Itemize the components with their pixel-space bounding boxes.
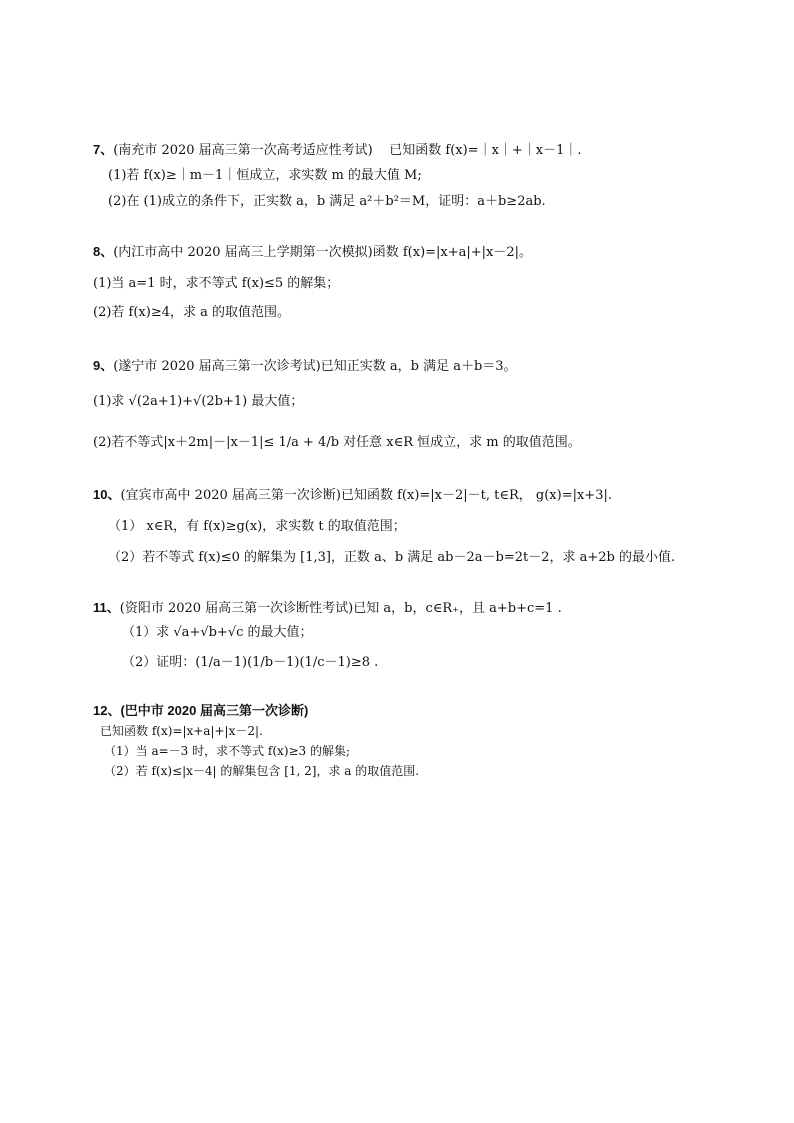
- problem-number: 7、: [93, 142, 114, 157]
- problem-12-part-1: （1）当 a=－3 时，求不等式 f(x)≥3 的解集;: [104, 744, 351, 758]
- problem-stem: 已知正实数 a，b 满足 a＋b＝3。: [320, 359, 517, 374]
- problem-source: (南充市 2020 届高三第一次高考适应性考试): [113, 143, 373, 158]
- problem-source: (内江市高中 2020 届高三上学期第一次模拟): [113, 245, 373, 260]
- problem-number: 12、: [93, 703, 121, 718]
- problem-number: 8、: [93, 244, 114, 259]
- problem-source: (资阳市 2020 届高三第一次诊断性考试): [119, 601, 354, 616]
- problem-9-header: [93, 356, 517, 377]
- problem-number: 9、: [93, 358, 114, 373]
- problem-7-header: [93, 140, 582, 161]
- problem-number: 11、: [93, 600, 120, 615]
- problem-7-part-1: (1)若 f(x)≥｜m－1｜恒成立，求实数 m 的最大值 M;: [108, 168, 422, 183]
- problem-10-header: [93, 485, 612, 506]
- problem-8-header: [93, 242, 532, 263]
- problem-source: (遂宁市 2020 届高三第一次诊考试): [113, 359, 321, 374]
- problem-11-header: [93, 598, 562, 619]
- problem-stem: 已知函数 f(x)=｜x｜+｜x－1｜.: [389, 143, 582, 158]
- problem-12-part-2: （2）若 f(x)≤|x－4| 的解集包含 [1, 2]，求 a 的取值范围.: [104, 764, 420, 778]
- problem-11-part-2: （2）证明：(1/a－1)(1/b－1)(1/c－1)≥8 .: [122, 655, 379, 670]
- problem-stem: 已知 a，b，c∈R₊，且 a+b+c=1 .: [353, 601, 562, 616]
- problem-number: 10、: [93, 487, 121, 502]
- problem-stem: 已知函数 f(x)=|x－2|－t, t∈R， g(x)=|x+3|.: [340, 488, 612, 503]
- problem-7-part-2: (2)在 (1)成立的条件下，正实数 a，b 满足 a²＋b²＝M，证明：a＋b≥2ab.: [108, 194, 546, 209]
- problem-8-part-2: (2)若 f(x)≥4，求 a 的取值范围。: [93, 305, 291, 320]
- problem-9-part-2: (2)若不等式|x＋2m|－|x－1|≤ 1/a + 4/b 对任意 x∈R 恒成立，求 m 的取值范围。: [93, 435, 581, 450]
- problem-12-stem: 已知函数 f(x)=|x+a|+|x－2|.: [100, 724, 263, 738]
- problem-stem: 函数 f(x)=|x+a|+|x－2|。: [372, 245, 533, 260]
- problem-source: (巴中市 2020 届高三第一次诊断): [120, 703, 309, 718]
- problem-source: (宜宾市高中 2020 届高三第一次诊断): [120, 488, 341, 503]
- problem-10-part-1: （1） x∈R，有 f(x)≥g(x)，求实数 t 的取值范围；: [108, 519, 406, 534]
- problem-10-part-2: （2）若不等式 f(x)≤0 的解集为 [1,3]，正数 a、b 满足 ab－2a－b=2t－2，求 a+2b 的最小值.: [108, 550, 676, 565]
- problem-11-part-1: （1）求 √a+√b+√c 的最大值；: [122, 625, 313, 640]
- problem-12-header: [93, 701, 308, 722]
- problem-9-part-1: (1)求 √(2a+1)+√(2b+1) 最大值；: [93, 394, 304, 409]
- problem-8-part-1: (1)当 a=1 时，求不等式 f(x)≤5 的解集；: [93, 276, 340, 291]
